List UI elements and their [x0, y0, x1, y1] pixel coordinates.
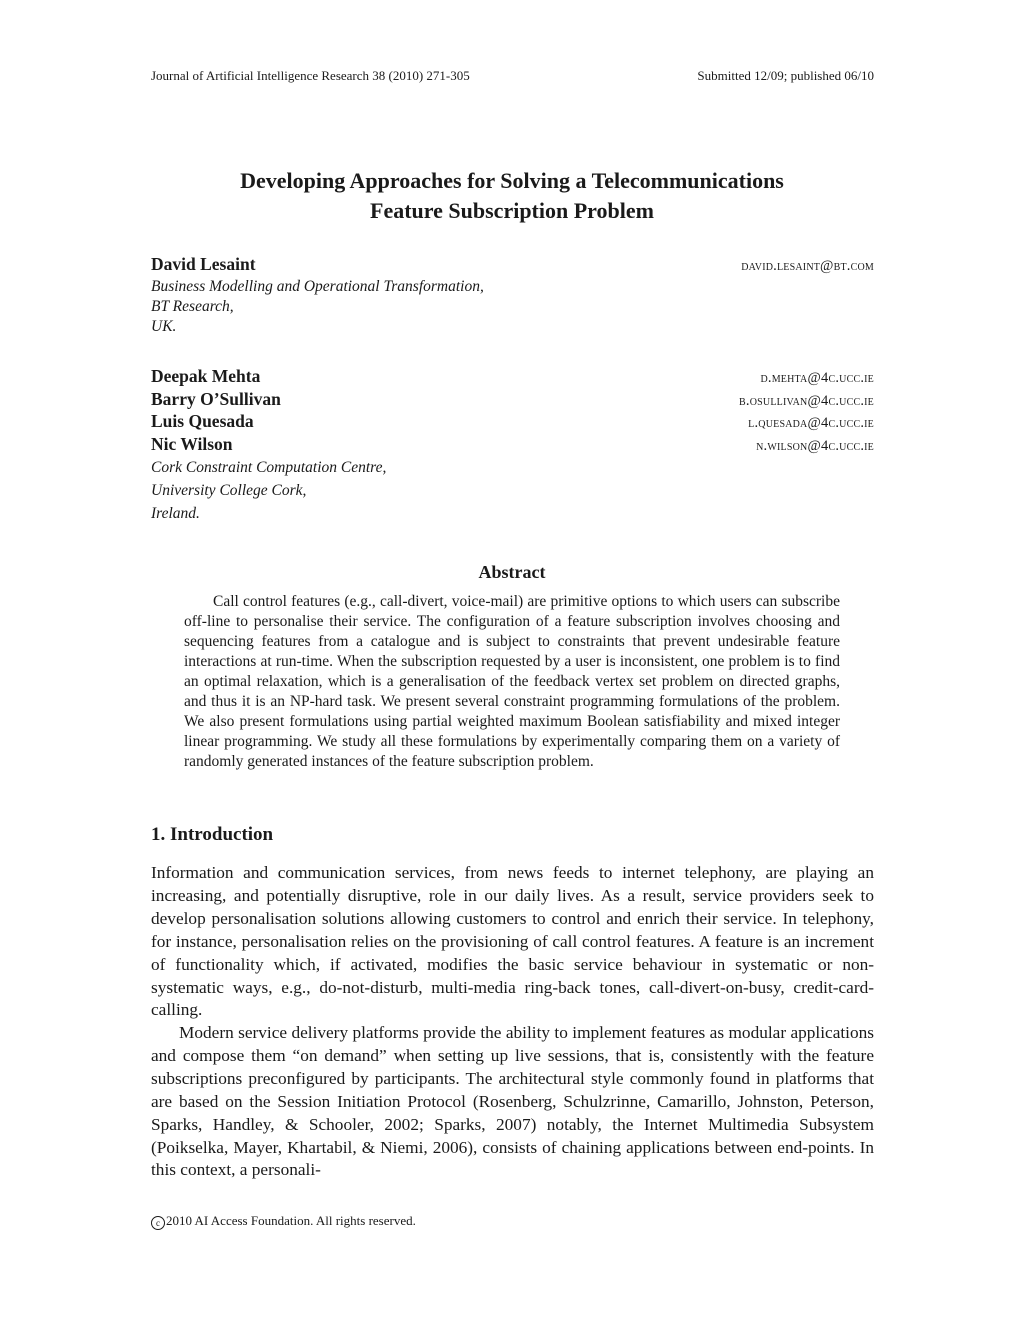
abstract-text: Call control features (e.g., call-divert, voice-mail) are primitive options to which users can subscribe off-line to personalise their service. The configuration of a feature subscription involves choosing and sequencing features from a catalogue and is subject to constraints that prevent undesirable feature interactions at run-time. When the subscription requested by a user is inconsistent, one problem is to find an optimal relaxation, which is a generalisation of the feedback vertex set problem on directed graphs, and thus it is an NP-hard task. We present several constraint programming formulations of the problem. We also present formulations using partial weighted maximum Boolean satisfiability and mixed integer linear programming. We study all these formulations by experimentally comparing them on a variety of randomly generated instances of the feature subscription problem. — [184, 593, 840, 770]
body-paragraph: Information and communication services, from news feeds to internet telephony, are playing an increasing, and potentially disruptive, role in our daily lives. As a result, service providers seek to develop personalisation solutions allowing customers to control and enrich their service. In telephony, for instance, personalisation relies on the provisioning of call control features. A feature is an increment of functionality which, if activated, modifies the basic service behaviour in systematic or non-systematic ways, e.g., do-not-disturb, multi-media ring-back tones, call-divert-on-busy, credit-card-calling. — [151, 863, 874, 1020]
affiliation-line: UK. — [151, 317, 177, 335]
author-row — [151, 389, 874, 412]
running-header — [151, 68, 874, 84]
title-line-2: Feature Subscription Problem — [370, 198, 654, 223]
author-group-ucc — [151, 366, 874, 525]
author-row — [151, 366, 874, 389]
author-name: Luis Quesada — [151, 411, 254, 431]
author-name: Nic Wilson — [151, 433, 233, 454]
author-group-bt — [151, 254, 874, 337]
author-name: David Lesaint — [151, 254, 256, 274]
author-name: Barry O’Sullivan — [151, 388, 281, 409]
author-email: b.osullivan@4c.ucc.ie — [739, 392, 874, 409]
author-row — [151, 254, 874, 277]
author-email: n.wilson@4c.ucc.ie — [756, 437, 874, 454]
affiliation-line: Business Modelling and Operational Transformation, — [151, 277, 484, 295]
affiliation-line: BT Research, — [151, 297, 234, 315]
author-name: Deepak Mehta — [151, 366, 261, 386]
paper-title — [120, 166, 904, 226]
title-line-1: Developing Approaches for Solving a Telecommunications — [240, 168, 784, 193]
abstract-heading: Abstract — [478, 562, 546, 582]
affiliation-line: University College Cork, — [151, 482, 307, 499]
copyright-footnote — [151, 1213, 416, 1230]
author-row — [151, 411, 874, 434]
section-heading: 1. Introduction — [151, 824, 274, 845]
author-email: d.mehta@4c.ucc.ie — [760, 370, 874, 386]
copyright-text: 2010 AI Access Foundation. All rights reserved. — [166, 1213, 416, 1228]
author-email: l.quesada@4c.ucc.ie — [748, 415, 874, 431]
body-paragraph: Modern service delivery platforms provide the ability to implement features as modular applications and compose them “on demand” when setting up live sessions, that is, consistently with the feature subscriptions preconfigured by participants. The architectural style commonly found in platforms that are based on the Session Initiation Protocol (Rosenberg, Schulzrinne, Camarillo, Johnston, Peterson, Sparks, Handley, & Schooler, 2002; Sparks, 2007) notably, the Internet Multimedia Subsystem (Poikselka, Mayer, Khartabil, & Niemi, 2006), consists of chaining applications between end-points. In this context, a personali- — [151, 1023, 874, 1180]
journal-citation: Journal of Artificial Intelligence Research 38 (2010) 271-305 — [151, 68, 470, 83]
author-email: david.lesaint@bt.com — [741, 258, 874, 274]
author-row — [151, 434, 874, 457]
affiliation-line: Cork Constraint Computation Centre, — [151, 459, 387, 476]
affiliation-line: Ireland. — [151, 505, 200, 522]
copyright-icon: c — [151, 1216, 165, 1230]
submission-dates: Submitted 12/09; published 06/10 — [697, 68, 874, 83]
